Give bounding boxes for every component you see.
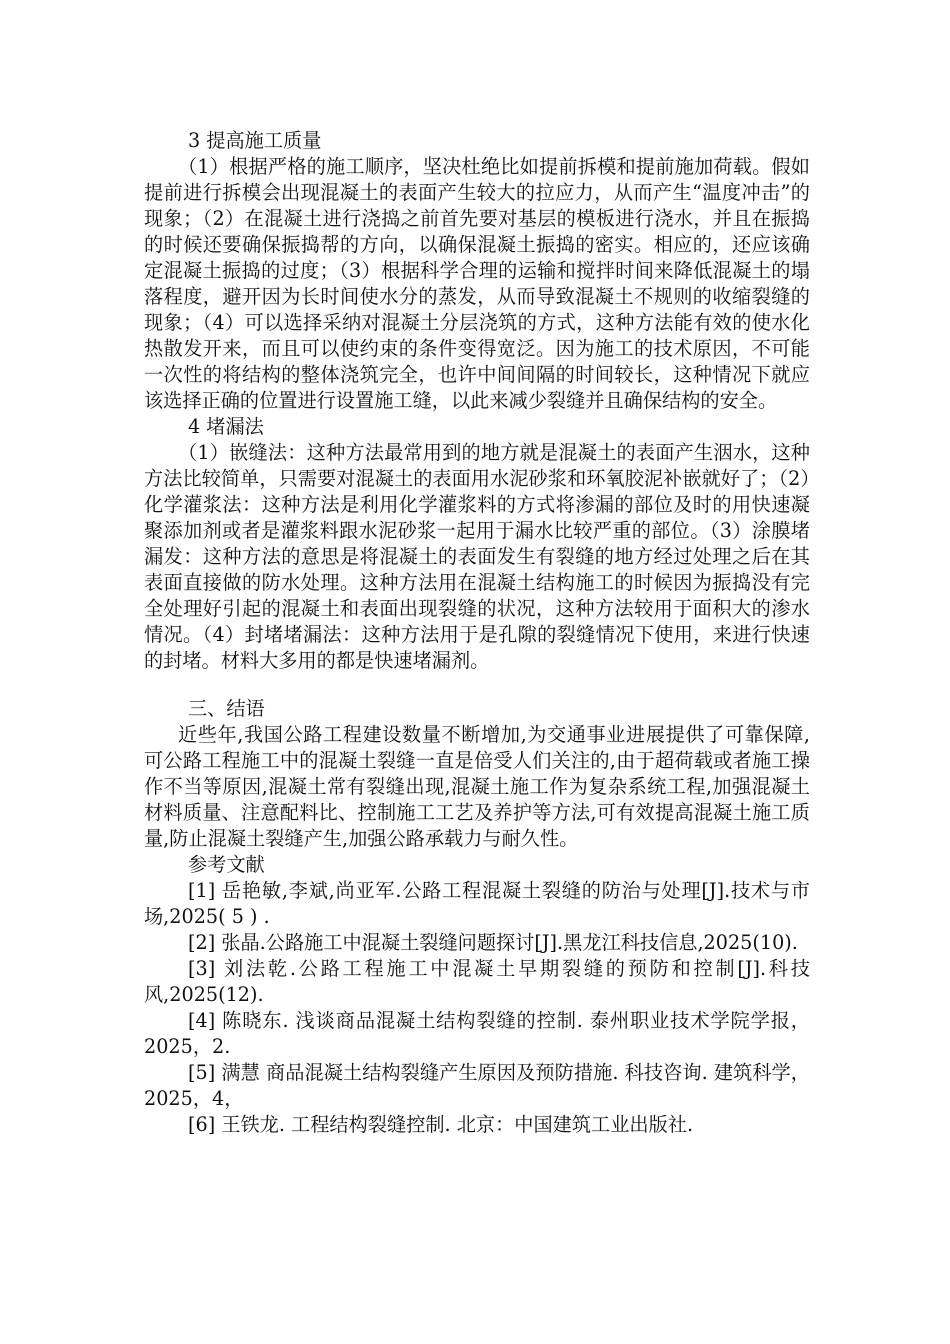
reference-item-6: [6] 王铁龙. 工程结构裂缝控制. 北京：中国建筑工业出版社.: [188, 1113, 694, 1136]
section-4-paragraph: （1）嵌缝法：这种方法最常用到的地方就是混凝土的表面产生洇水，这种方法比较简单，只需要对混凝土的表面用水泥砂浆和环氧胶泥补嵌就好了；（2）化学灌浆法：这种方法是利用化学灌浆料的方式将渗漏的部位及时的用快速凝聚添加剂或者是灌浆料跟水泥砂浆一起用于漏水比较严重的部位。（3）涂膜堵漏发：这种方法的意思是将混凝土的表面发生有裂缝的地方经过处理之后在其表面直接做的防水处理。这种方法用在混凝土结构施工的时候因为振捣没有完全处理好引起的混凝土和表面出现裂缝的状况，这种方法较用于面积大的渗水情况。（4）封堵堵漏法：这种方法用于是孔隙的裂缝情况下使用，来进行快速的封堵。材料大多用的都是快速堵漏剂。: [144, 441, 810, 672]
reference-item-5: [5] 满慧 商品混凝土结构裂缝产生原因及预防措施. 科技咨询. 建筑科学， 2025，4，: [144, 1061, 810, 1110]
reference-item-1: [1] 岳艳敏,李斌,尚亚军.公路工程混凝土裂缝的防治与处理[J].技术与市场,2025( 5 ) .: [144, 879, 810, 928]
conclusion-paragraph: 近些年,我国公路工程建设数量不断增加,为交通事业进展提供了可靠保障,可公路工程施工中的混凝土裂缝一直是倍受人们关注的,由于超荷载或者施工操作不当等原因,混凝土常有裂缝出现,混凝土施工作为复杂系统工程,加强混凝土材料质量、注意配料比、控制施工工艺及养护等方法,可有效提高混凝土施工质量,防止混凝土裂缝产生,加强公路承载力与耐久性。: [144, 723, 810, 850]
spacer: [144, 674, 810, 696]
reference-item-4: [4] 陈晓东. 浅谈商品混凝土结构裂缝的控制. 泰州职业技术学院学报，2025，2.: [144, 1009, 810, 1058]
document-page: [144, 128, 810, 1138]
section-3-heading: 3 提高施工质量: [188, 129, 322, 152]
reference-item-2: [2] 张晶.公路施工中混凝土裂缝问题探讨[J].黑龙江科技信息,2025(10).: [188, 931, 798, 954]
section-3-paragraph: （1）根据严格的施工顺序，坚决杜绝比如提前拆模和提前施加荷载。假如提前进行拆模会出现混凝土的表面产生较大的拉应力，从而产生“温度冲击”的现象；（2）在混凝土进行浇捣之前首先要对基层的模板进行浇水，并且在振捣的时候还要确保振捣帮的方向，以确保混凝土振捣的密实。相应的，还应该确定混凝土振捣的过度；（3）根据科学合理的运输和搅拌时间来降低混凝土的塌落程度，避开因为长时间使水分的蒸发，从而导致混凝土不规则的收缩裂缝的现象；（4）可以选择采纳对混凝土分层浇筑的方式，这种方法能有效的使水化热散发开来，而且可以使约束的条件变得宽泛。因为施工的技术原因，不可能一次性的将结构的整体浇筑完全，也许中间间隔的时间较长，这种情况下就应该选择正确的位置进行设置施工缝，以此来减少裂缝并且确保结构的安全。: [144, 155, 810, 412]
conclusion-heading: 三、结语: [188, 697, 265, 720]
section-4-heading: 4 堵漏法: [188, 415, 264, 438]
reference-item-3: [3] 刘法乾.公路工程施工中混凝土早期裂缝的预防和控制[J].科技风,2025(12).: [144, 957, 810, 1006]
references-title: 参考文献: [188, 853, 265, 876]
